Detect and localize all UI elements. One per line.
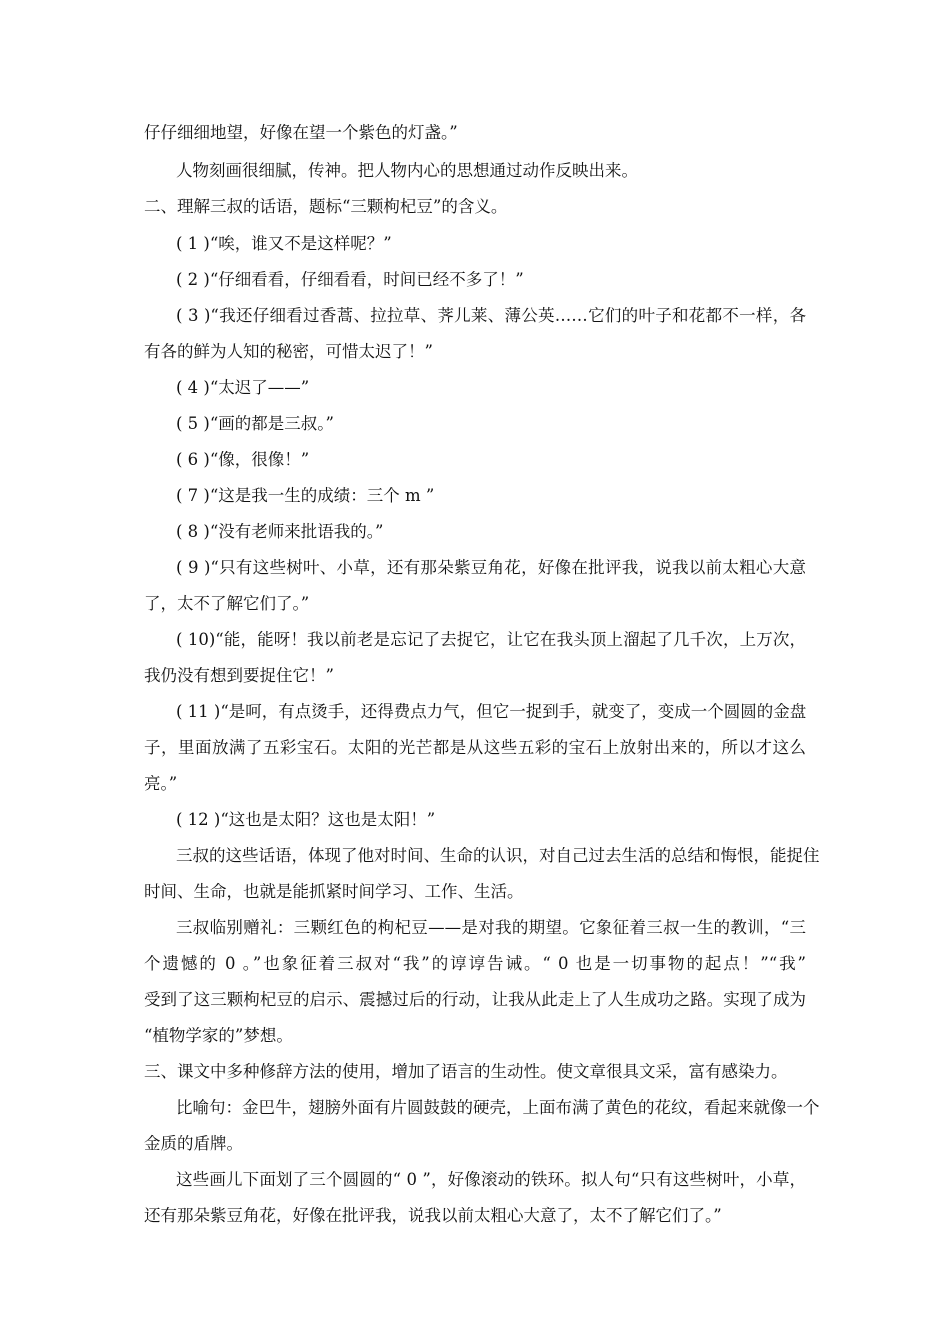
text-line: 人物刻画很细腻，传神。把人物内心的思想通过动作反映出来。	[176, 161, 638, 180]
quote-item: ( 7 )“这是我一生的成绩：三个 m ”	[176, 486, 435, 505]
text-line: 亮。”	[144, 774, 178, 793]
quote-item: ( 4 )“太迟了——”	[176, 378, 310, 397]
quote-item: ( 10)“能，能呀！我以前老是忘记了去捉它，让它在我头顶上溜起了几千次，上万次，	[176, 630, 806, 649]
quote-item: ( 6 )“像，很像！”	[176, 450, 310, 469]
section-heading: 二、理解三叔的话语，题标“三颗枸杞豆”的含义。	[144, 197, 508, 216]
quote-item: ( 9 )“只有这些树叶、小草，还有那朵紫豆角花，好像在批评我，说我以前太粗心大意	[176, 558, 806, 577]
text-line: 还有那朵紫豆角花，好像在批评我，说我以前太粗心大意了，太不了解它们了。”	[144, 1206, 722, 1225]
text-line: 仔仔细细地望，好像在望一个紫色的灯盏。”	[144, 123, 458, 142]
quote-item: ( 3 )“我还仔细看过香蒿、拉拉草、荠儿莱、薄公英……它们的叶子和花都不一样，各	[176, 306, 806, 325]
quote-item: ( 8 )“没有老师来批语我的。”	[176, 522, 384, 541]
text-line: 时间、生命，也就是能抓紧时间学习、工作、生活。	[144, 882, 524, 901]
text-line: 受到了这三颗枸杞豆的启示、震撼过后的行动，让我从此走上了人生成功之路。实现了成为	[144, 990, 806, 1009]
text-line: 比喻句：金巴牛，翅膀外面有片圆鼓鼓的硬壳，上面布满了黄色的花纹，看起来就像一个	[176, 1098, 820, 1117]
section-heading: 三、课文中多种修辞方法的使用，增加了语言的生动性。使文章很具文采，富有感染力。	[144, 1062, 788, 1081]
text-line: 这些画儿下面划了三个圆圆的“ 0 ”，好像滚动的铁环。拟人句“只有这些树叶，小草，	[176, 1170, 806, 1189]
quote-item: ( 12 )“这也是太阳？这也是太阳！”	[176, 810, 436, 829]
text-line: “植物学家的”梦想。	[144, 1026, 293, 1045]
text-line: 三叔临别赠礼：三颗红色的枸杞豆——是对我的期望。它象征着三叔一生的教训，“三	[176, 918, 806, 937]
quote-item: ( 1 )“唉，谁又不是这样呢？”	[176, 234, 392, 253]
text-line: 有各的鲜为人知的秘密，可惜太迟了！”	[144, 342, 433, 361]
quote-item: ( 5 )“画的都是三叔。”	[176, 414, 334, 433]
text-line: 金质的盾牌。	[144, 1134, 243, 1153]
text-line: 我仍没有想到要捉住它！”	[144, 666, 334, 685]
quote-item: ( 11 )“是呵，有点烫手，还得费点力气，但它一捉到手，就变了，变成一个圆圆的金盘	[176, 702, 807, 721]
text-line: 了，太不了解它们了。”	[144, 594, 310, 613]
text-line: 三叔的这些话语，体现了他对时间、生命的认识，对自己过去生活的总结和悔恨，能捉住	[176, 846, 820, 865]
text-line: 个遗憾的 0 。”也象征着三叔对“我”的谆谆告诫。“ 0 也是一切事物的起点！”“我”	[144, 954, 806, 973]
text-line: 子，里面放满了五彩宝石。太阳的光芒都是从这些五彩的宝石上放射出来的，所以才这么	[144, 738, 806, 757]
quote-item: ( 2 )“仔细看看，仔细看看，时间已经不多了！”	[176, 270, 524, 289]
